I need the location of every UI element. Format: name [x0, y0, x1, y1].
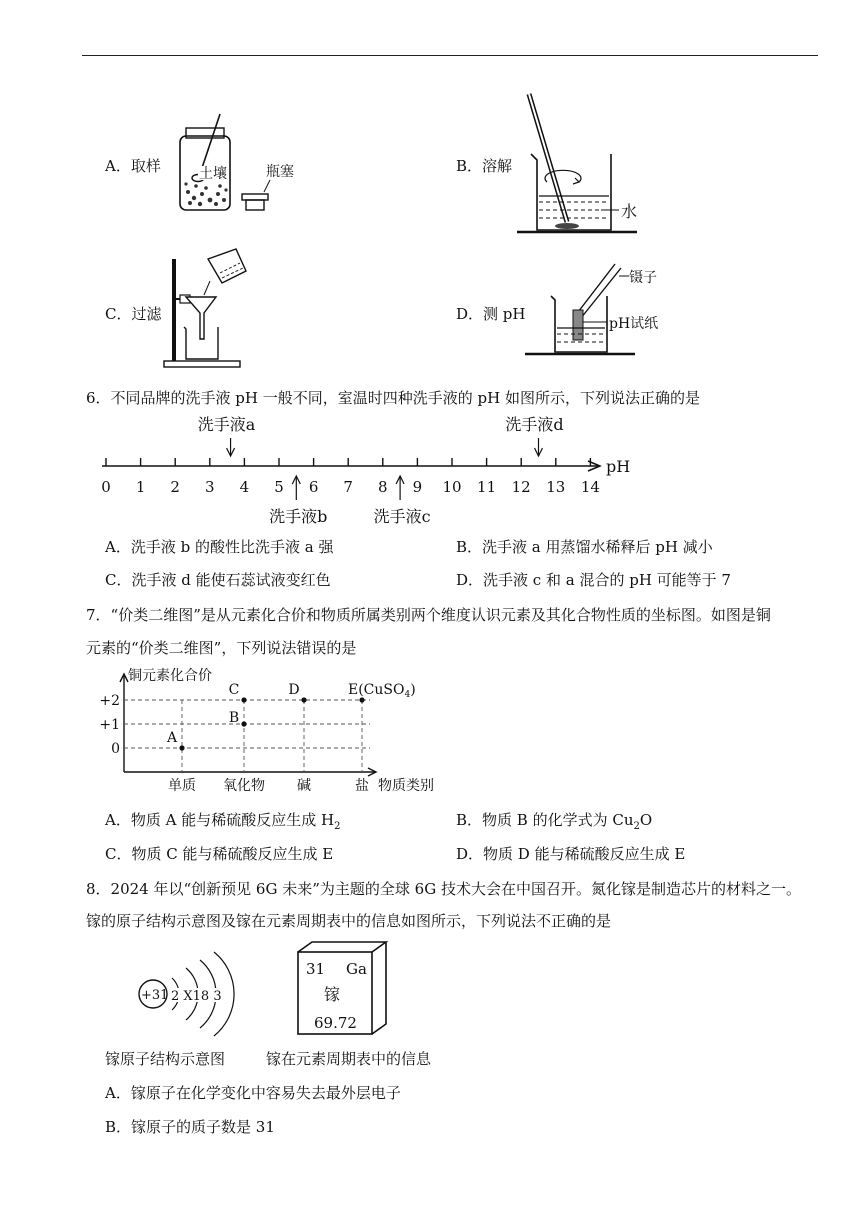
soil-label: 土壤 [199, 166, 227, 182]
y-tick-label: 0 [111, 741, 120, 757]
q7-stem-line2: 元素的“价类二维图”，下列说法错误的是 [86, 639, 357, 657]
point-b [241, 721, 246, 726]
q6-stem: 6．不同品牌的洗手液 pH 一般不同，室温时四种洗手液的 pH 如图所示，下列说法正确的是 [86, 389, 700, 407]
ph-marker-label: 洗手液c [373, 507, 431, 526]
ph-tick-label: 6 [308, 478, 319, 496]
point-a [179, 745, 184, 750]
x-category-label: 氧化物 [223, 778, 265, 794]
ph-tick-label: 12 [511, 478, 531, 496]
point-label: B [228, 710, 240, 726]
q5-b-dissolve-figure [515, 92, 655, 237]
element-caption: 镓在元素周期表中的信息 [266, 1050, 432, 1068]
q5-option-c[interactable]: C．过滤 [105, 305, 162, 323]
atom-caption: 镓原子结构示意图 [105, 1050, 226, 1068]
tweezers-label: 镊子 [629, 270, 657, 286]
point-c [241, 697, 246, 702]
y-axis-title: 铜元素化合价 [128, 668, 212, 684]
point-label: E(CuSO$_4$) [348, 682, 416, 700]
valence-chart [0, 662, 868, 802]
gallium-atom-structure [130, 942, 240, 1042]
atomic-mass: 69.72 [314, 1014, 357, 1032]
q5-option-a[interactable]: A．取样 [105, 157, 161, 175]
q6-option-d[interactable]: D．洗手液 c 和 a 混合的 pH 可能等于 7 [456, 571, 731, 589]
point-label: A [166, 730, 178, 746]
element-name: 镓 [324, 985, 341, 1004]
ph-scale [0, 412, 868, 532]
nucleus-charge: +31 [141, 988, 169, 1003]
ph-tick-label: 7 [343, 478, 353, 496]
q6-option-b[interactable]: B．洗手液 a 用蒸馏水稀释后 pH 减小 [456, 538, 713, 556]
q7-stem-line1: 7．“价类二维图”是从元素化合价和物质所属类别两个维度认识元素及其化合物性质的坐标图。如图是铜 [86, 606, 771, 624]
q5-c-filtration-figure [160, 245, 260, 370]
q7-option-b[interactable]: B．物质 B 的化学式为 $Cu_2O$ [456, 811, 653, 832]
element-symbol: Ga [346, 960, 367, 978]
q5-d-ph-figure [525, 258, 675, 358]
gallium-periodic-cell [296, 940, 392, 1040]
q7-option-a[interactable]: A．物质 A 能与稀硫酸反应生成 $H_2$ [105, 811, 341, 832]
ph-paper-label: pH试纸 [609, 316, 659, 332]
point-e [359, 697, 364, 702]
ph-marker-label: 洗手液a [197, 415, 256, 434]
ph-marker-label: 洗手液d [505, 415, 564, 434]
q7-option-c[interactable]: C．物质 C 能与稀硫酸反应生成 E [105, 845, 334, 863]
ph-axis-label: pH [606, 457, 631, 476]
q8-option-a[interactable]: A．镓原子在化学变化中容易失去最外层电子 [105, 1084, 401, 1102]
ph-marker-label: 洗手液b [269, 507, 328, 526]
y-tick-label: +2 [99, 693, 120, 709]
ph-tick-label: 1 [135, 478, 146, 496]
q8-stem-line2: 镓的原子结构示意图及镓在元素周期表中的信息如图所示，下列说法不正确的是 [86, 912, 612, 930]
q5-option-b[interactable]: B．溶解 [456, 157, 513, 175]
ph-tick-label: 4 [239, 478, 250, 496]
y-tick-label: +1 [99, 717, 120, 733]
atomic-number: 31 [306, 960, 326, 978]
point-label: D [288, 682, 300, 698]
q5-a-sampling-figure [172, 108, 292, 218]
x-category-label: 碱 [297, 778, 311, 794]
x-category-label: 盐 [355, 778, 369, 794]
q8-stem-line1: 8．2024 年以“创新预见 6G 未来”为主题的全球 6G 技术大会在中国召开。氮化镓是制造芯片的材料之一。 [86, 880, 801, 898]
point-d [301, 697, 306, 702]
ph-tick-label: 14 [580, 478, 600, 496]
x-axis-title: 物质类别 [378, 778, 434, 794]
q6-option-c[interactable]: C．洗手液 d 能使石蕊试液变红色 [105, 571, 331, 589]
ph-tick-label: 5 [274, 478, 284, 496]
q5-option-d[interactable]: D．测 pH [456, 305, 526, 323]
ph-tick-label: 9 [412, 478, 423, 496]
point-label: C [228, 682, 240, 698]
q7-option-d[interactable]: D．物质 D 能与稀硫酸反应生成 E [456, 845, 686, 863]
ph-tick-label: 0 [101, 478, 111, 496]
water-label: 水 [621, 202, 638, 221]
x-category-label: 单质 [168, 778, 196, 794]
ph-tick-label: 3 [205, 478, 215, 496]
electron-shells: 2 X18 3 [171, 989, 222, 1004]
ph-tick-label: 13 [546, 478, 566, 496]
ph-tick-label: 2 [170, 478, 180, 496]
stopper-label: 瓶塞 [266, 164, 294, 180]
ph-tick-label: 8 [378, 478, 388, 496]
q6-option-a[interactable]: A．洗手液 b 的酸性比洗手液 a 强 [105, 538, 334, 556]
ph-tick-label: 11 [477, 478, 497, 496]
q8-option-b[interactable]: B．镓原子的质子数是 31 [105, 1118, 275, 1136]
page-top-rule [82, 55, 818, 56]
ph-tick-label: 10 [442, 478, 462, 496]
